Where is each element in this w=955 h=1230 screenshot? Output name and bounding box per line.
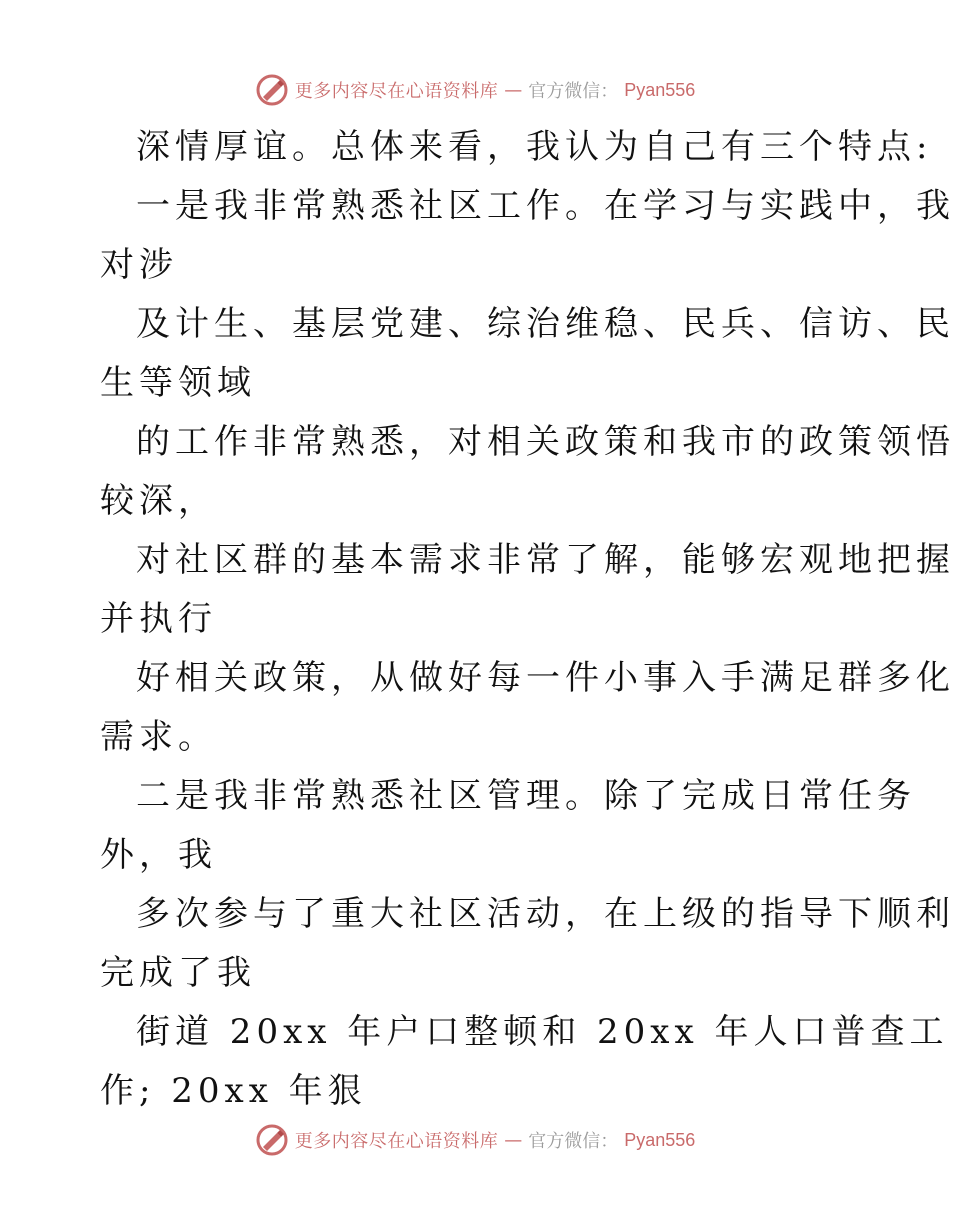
watermark-wechat-id: Pyan556 — [624, 79, 696, 100]
watermark-site-name: 更多内容尽在心语资料库 — [294, 81, 499, 102]
text-line: 生等领域 — [100, 363, 256, 403]
pen-logo-icon — [255, 1123, 289, 1157]
text-line: 对涉 — [100, 245, 178, 285]
footer-watermark — [0, 1120, 950, 1160]
pen-logo-icon — [255, 73, 289, 107]
text-line: 外，我 — [100, 835, 217, 875]
watermark-site-name: 更多内容尽在心语资料库 — [294, 1131, 499, 1152]
text-line: 并执行 — [100, 599, 217, 639]
watermark-dash: — — [504, 79, 523, 101]
text-line: 需求。 — [100, 717, 217, 757]
text-line: 多次参与了重大社区活动，在上级的指导下顺利 — [136, 894, 955, 934]
text-line: 及计生、基层党建、综治维稳、民兵、信访、民 — [136, 304, 955, 344]
header-watermark — [0, 70, 950, 110]
text-line: 深情厚谊。总体来看，我认为自己有三个特点: — [136, 127, 933, 167]
text-line: 对社区群的基本需求非常了解，能够宏观地把握 — [136, 540, 955, 580]
watermark-wechat-label: 官方微信： — [528, 1131, 619, 1152]
text-line: 较深， — [100, 481, 217, 521]
text-line: 的工作非常熟悉，对相关政策和我市的政策领悟 — [136, 422, 955, 462]
watermark-dash: — — [504, 1129, 523, 1151]
text-line: 作; 20xx 年狠 — [100, 1071, 367, 1111]
watermark-wechat-id: Pyan556 — [624, 1129, 696, 1150]
text-line: 一是我非常熟悉社区工作。在学习与实践中，我 — [136, 186, 955, 226]
text-line: 完成了我 — [100, 953, 256, 993]
text-line: 二是我非常熟悉社区管理。除了完成日常任务 — [136, 776, 916, 816]
text-line: 好相关政策，从做好每一件小事入手满足群多化 — [136, 658, 955, 698]
text-line: 街道 20xx 年户口整顿和 20xx 年人口普查工 — [136, 1012, 949, 1052]
watermark-wechat-label: 官方微信： — [528, 81, 619, 102]
document-body — [100, 118, 955, 1121]
